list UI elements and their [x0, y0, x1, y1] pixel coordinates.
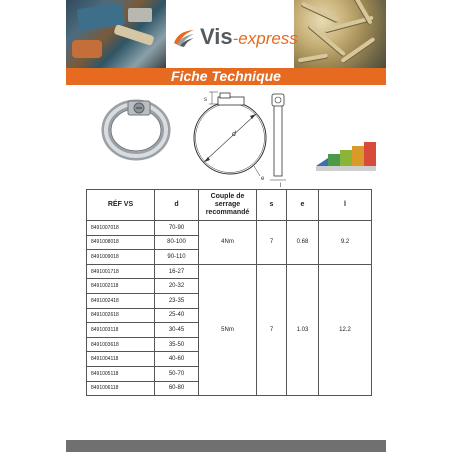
label-d: d [232, 131, 236, 138]
cell-ref: 8491005118 [87, 366, 155, 381]
brand-name: Vis-express [200, 24, 298, 49]
side-view-drawing [270, 94, 286, 180]
cell-ref: 8491002118 [87, 279, 155, 294]
tools-photo [66, 0, 166, 68]
cell-e: 1.03 [287, 264, 319, 395]
cell-e: 0.68 [287, 221, 319, 265]
cell-ref: 8491008018 [87, 235, 155, 250]
cell-ref: 8491003118 [87, 323, 155, 338]
swoosh-logo-icon [172, 25, 196, 49]
product-illustration [66, 88, 386, 188]
label-s: s [204, 97, 207, 103]
brand-logo [172, 22, 298, 52]
cell-d: 35-50 [155, 337, 199, 352]
front-view-drawing [194, 92, 266, 176]
brand-accent: -express [232, 29, 298, 48]
cell-ref: 8491002418 [87, 293, 155, 308]
table-header-row [87, 190, 372, 221]
cell-d: 40-60 [155, 352, 199, 367]
cell-s: 7 [257, 221, 287, 265]
header-d: d [155, 190, 199, 221]
page-title: Fiche Technique [171, 68, 281, 84]
cell-d: 20-32 [155, 279, 199, 294]
cell-torque: 5Nm [199, 264, 257, 395]
header-l: l [319, 190, 372, 221]
cell-d: 90-110 [155, 250, 199, 265]
cell-d: 25-40 [155, 308, 199, 323]
header-s: s [257, 190, 287, 221]
cell-d: 80-100 [155, 235, 199, 250]
cell-d: 16-27 [155, 264, 199, 279]
cell-ref: 8491007018 [87, 221, 155, 236]
cell-ref: 8491009018 [87, 250, 155, 265]
rating-graphic [316, 142, 376, 171]
label-l: l [280, 183, 282, 188]
table-row [87, 264, 372, 279]
cell-ref: 8491006118 [87, 381, 155, 396]
cell-ref: 8491001718 [87, 264, 155, 279]
label-e: e [261, 176, 265, 182]
cell-s: 7 [257, 264, 287, 395]
cell-ref: 8491002618 [87, 308, 155, 323]
footer-bar [66, 440, 386, 452]
screws-photo [294, 0, 386, 68]
cell-l: 12.2 [319, 264, 372, 395]
header-e: e [287, 190, 319, 221]
cell-d: 23-35 [155, 293, 199, 308]
header-ref: RÉF VS [87, 190, 155, 221]
cell-torque: 4Nm [199, 221, 257, 265]
cell-d: 30-45 [155, 323, 199, 338]
cell-l: 9.2 [319, 221, 372, 265]
technical-sheet-page [66, 0, 386, 452]
specification-table [86, 189, 372, 396]
header-torque: Couple de serrage recommandé [199, 190, 257, 221]
cell-ref: 8491003618 [87, 337, 155, 352]
cell-d: 60-80 [155, 381, 199, 396]
header-banner [66, 0, 386, 68]
hose-clamp-photo [106, 101, 166, 156]
cell-ref: 8491004118 [87, 352, 155, 367]
cell-d: 70-90 [155, 221, 199, 236]
cell-d: 50-70 [155, 366, 199, 381]
table-row [87, 221, 372, 236]
